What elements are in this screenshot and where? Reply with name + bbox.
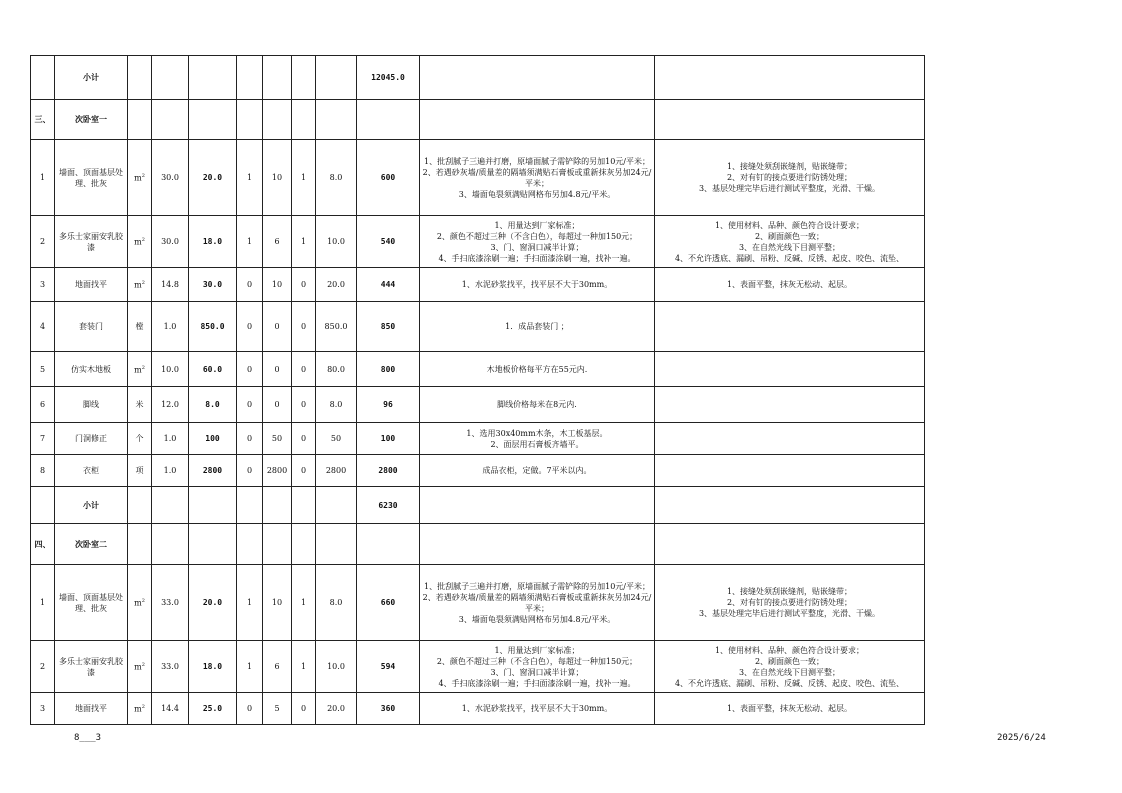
item-unit-price: 100 [189,423,237,455]
item-name: 套装门 [55,302,128,352]
item-cost-d: 50 [316,423,357,455]
section-number: 四、 [31,524,55,565]
item-quantity: 1.0 [152,455,189,487]
empty-cell [237,524,263,565]
item-total: 96 [357,387,420,423]
empty-cell [152,524,189,565]
item-cost-a: 0 [237,387,263,423]
empty-cell [189,100,237,140]
empty-cell [237,100,263,140]
item-cost-a: 0 [237,693,263,725]
item-name: 衣柜 [55,455,128,487]
item-total: 594 [357,641,420,693]
note-cell [420,100,655,140]
item-cost-a: 1 [237,641,263,693]
note-line: 2、颜色不超过三种（不含白色），每超过一种加150元； [436,231,638,241]
note-line: 3、基层处理完毕后进行测试平整度，光滑、干燥。 [698,184,881,193]
note-line: 1、水泥砂浆找平，找平层不大于30mm。 [461,704,613,713]
empty-cell [357,100,420,140]
empty-cell [263,487,292,524]
item-quantity: 14.8 [152,268,189,302]
item-cost-b: 6 [263,641,292,693]
empty-cell [292,487,316,524]
item-cost-c: 0 [292,387,316,423]
unit-text: m [134,598,142,608]
empty-cell [152,487,189,524]
print-date: 2025/6/24 [997,733,1046,743]
unit-superscript: 2 [141,280,145,287]
empty-cell [316,100,357,140]
item-unit [128,216,152,268]
item-cost-a: 1 [237,565,263,641]
unit-text: 米 [135,400,144,409]
item-total: 2800 [357,455,420,487]
item-total: 600 [357,140,420,216]
item-total: 100 [357,423,420,455]
quality-note [655,641,925,693]
quality-note [655,302,925,352]
item-cost-d: 10.0 [316,216,357,268]
note-line: 3、墙面龟裂须满贴网格布另加4.8元/平米。 [458,614,616,624]
unit-text: m [134,704,142,714]
table-row [31,641,925,693]
item-unit [128,387,152,423]
empty-cell [316,487,357,524]
quality-note [655,455,925,487]
item-name: 墙面、顶面基层处理、批灰 [55,140,128,216]
item-number: 6 [31,387,55,423]
note-line: 4、手扫底漆涂刷一遍；手扫面漆涂刷一遍，找补一遍。 [438,253,636,263]
empty-cell [292,524,316,565]
item-cost-b: 10 [263,268,292,302]
empty-cell [128,524,152,565]
item-cost-c: 1 [292,140,316,216]
item-cost-b: 0 [263,302,292,352]
empty-cell [189,524,237,565]
item-total: 850 [357,302,420,352]
section-title: 次卧室一 [55,100,128,140]
item-cost-a: 0 [237,352,263,387]
empty-cell [237,56,263,100]
note-line: 2、刷面颜色一致； [754,656,825,666]
item-unit-price: 20.0 [189,565,237,641]
table-row [31,565,925,641]
item-unit [128,268,152,302]
quality-note [655,565,925,641]
note-line: 1、批刮腻子三遍并打磨，原墙面腻子需铲除的另加10元/平米； [424,581,650,591]
item-cost-b: 0 [263,352,292,387]
note-line: 2、若遇砂灰墙/质量差的隔墙须满贴石膏板或重新抹灰另加24元/平米； [422,167,652,188]
item-quantity: 1.0 [152,423,189,455]
item-name: 多乐士家丽安乳胶漆 [55,216,128,268]
item-cost-b: 10 [263,140,292,216]
item-quantity: 12.0 [152,387,189,423]
item-cost-a: 0 [237,455,263,487]
item-cost-c: 0 [292,302,316,352]
subtotal-amount: 6230 [357,487,420,524]
item-cost-c: 1 [292,641,316,693]
unit-superscript: 2 [141,364,145,371]
item-cost-a: 0 [237,423,263,455]
item-cost-d: 8.0 [316,140,357,216]
item-cost-d: 8.0 [316,565,357,641]
table-row [31,455,925,487]
empty-cell [189,56,237,100]
empty-cell [128,56,152,100]
unit-text: m [134,237,142,247]
item-name: 地面找平 [55,268,128,302]
quality-note [655,216,925,268]
item-cost-c: 1 [292,565,316,641]
note-line: 2、颜色不超过三种（不含白色），每超过一种加150元； [436,656,638,666]
empty-cell [189,487,237,524]
item-unit-price: 18.0 [189,216,237,268]
table-row [31,268,925,302]
item-unit [128,140,152,216]
process-note [420,455,655,487]
table-row [31,140,925,216]
unit-superscript: 2 [141,237,145,244]
empty-cell [263,524,292,565]
note-line: 3、基层处理完毕后进行测试平整度，光滑、干燥。 [698,609,881,618]
note-cell [655,524,925,565]
row-no-cell [31,487,55,524]
quote-table [30,55,925,725]
quality-note [655,140,925,216]
process-note [420,268,655,302]
note-line: 1、批刮腻子三遍并打磨，原墙面腻子需铲除的另加10元/平米； [424,156,650,166]
empty-cell [152,56,189,100]
note-cell [420,56,655,100]
row-no-cell [31,56,55,100]
item-number: 3 [31,268,55,302]
item-unit-price: 2800 [189,455,237,487]
note-line: 1、使用材料、品种、颜色符合设计要求； [714,220,865,230]
note-line: 1、表面平整，抹灰无松动、起层。 [726,704,853,713]
item-unit [128,352,152,387]
item-cost-d: 850.0 [316,302,357,352]
empty-cell [316,56,357,100]
process-note [420,387,655,423]
quality-note [655,387,925,423]
empty-cell [128,487,152,524]
note-cell [655,487,925,524]
note-line: 3、在自然光线下目测平整； [738,242,841,252]
subtotal-label: 小计 [55,487,128,524]
quality-note [655,693,925,725]
table-row [31,352,925,387]
empty-cell [316,524,357,565]
item-name: 多乐士家丽安乳胶漆 [55,641,128,693]
item-cost-a: 1 [237,216,263,268]
section-number: 三、 [31,100,55,140]
unit-superscript: 2 [141,704,145,711]
empty-cell [263,100,292,140]
item-number: 1 [31,565,55,641]
item-number: 3 [31,693,55,725]
note-line: 成品衣柜，定做。7平米以内。 [482,466,592,475]
quality-note [655,268,925,302]
item-quantity: 10.0 [152,352,189,387]
item-unit-price: 25.0 [189,693,237,725]
note-line: 3、在自然光线下目测平整； [738,667,841,677]
note-line: 2、面层用石膏板齐墙平。 [490,439,584,449]
quality-note [655,352,925,387]
unit-text: m [134,365,142,375]
item-total: 360 [357,693,420,725]
note-line: 1、选用30x40mm木条，木工板基层。 [466,428,608,438]
process-note [420,140,655,216]
item-name: 仿实木地板 [55,352,128,387]
item-number: 2 [31,641,55,693]
quality-note [655,423,925,455]
note-line: 3、墙面龟裂须满贴网格布另加4.8元/平米。 [458,189,616,199]
note-line: 2、若遇砂灰墙/质量差的隔墙须满贴石膏板或重新抹灰另加24元/平米； [422,592,652,613]
unit-text: m [134,662,142,672]
note-line: 1、接缝处须刮嵌缝剂，贴嵌缝带； [726,587,853,596]
process-note [420,352,655,387]
item-cost-d: 10.0 [316,641,357,693]
note-line: 2、对有钉的接点要进行防锈处理； [726,173,853,182]
note-cell [655,56,925,100]
item-quantity: 33.0 [152,641,189,693]
item-unit [128,693,152,725]
empty-cell [292,56,316,100]
subtotal-label: 小计 [55,56,128,100]
empty-cell [357,524,420,565]
item-total: 444 [357,268,420,302]
item-cost-c: 0 [292,455,316,487]
item-cost-b: 50 [263,423,292,455]
item-name: 墙面、顶面基层处理、批灰 [55,565,128,641]
item-cost-b: 2800 [263,455,292,487]
item-cost-d: 80.0 [316,352,357,387]
item-cost-b: 10 [263,565,292,641]
item-cost-c: 0 [292,352,316,387]
process-note [420,302,655,352]
item-unit-price: 8.0 [189,387,237,423]
item-cost-c: 0 [292,693,316,725]
item-total: 540 [357,216,420,268]
note-line: 1、表面平整，抹灰无松动、起层。 [726,280,853,289]
page-number: 8___3 [74,733,102,743]
item-quantity: 30.0 [152,140,189,216]
note-line: 1、接缝处须刮嵌缝剂，贴嵌缝带； [726,162,853,171]
process-note [420,565,655,641]
quote-table-body [31,56,925,725]
item-quantity: 30.0 [152,216,189,268]
item-number: 1 [31,140,55,216]
item-quantity: 33.0 [152,565,189,641]
unit-text: 项 [135,466,144,475]
table-row [31,423,925,455]
item-unit-price: 60.0 [189,352,237,387]
item-total: 660 [357,565,420,641]
note-line: 1．成品套装门 ； [505,322,569,331]
item-unit [128,641,152,693]
item-number: 8 [31,455,55,487]
table-row [31,693,925,725]
table-row [31,387,925,423]
unit-text: m [134,173,142,183]
empty-cell [263,56,292,100]
item-cost-d: 20.0 [316,268,357,302]
item-unit-price: 18.0 [189,641,237,693]
table-row [31,302,925,352]
table-row [31,216,925,268]
item-cost-d: 20.0 [316,693,357,725]
item-cost-c: 1 [292,216,316,268]
empty-cell [128,100,152,140]
item-unit [128,565,152,641]
unit-superscript: 2 [141,598,145,605]
item-cost-b: 5 [263,693,292,725]
process-note [420,216,655,268]
section-row [31,100,925,140]
item-cost-b: 6 [263,216,292,268]
item-cost-a: 0 [237,302,263,352]
subtotal-amount: 12045.0 [357,56,420,100]
item-unit-price: 30.0 [189,268,237,302]
unit-text: 樘 [135,322,144,331]
note-line: 4、手扫底漆涂刷一遍；手扫面漆涂刷一遍，找补一遍。 [438,678,636,688]
item-number: 5 [31,352,55,387]
item-number: 4 [31,302,55,352]
item-quantity: 1.0 [152,302,189,352]
note-line: 2、刷面颜色一致； [754,231,825,241]
note-cell [420,487,655,524]
item-number: 2 [31,216,55,268]
item-cost-a: 1 [237,140,263,216]
empty-cell [237,487,263,524]
item-cost-c: 0 [292,268,316,302]
item-unit-price: 850.0 [189,302,237,352]
item-cost-a: 0 [237,268,263,302]
item-name: 脚线 [55,387,128,423]
item-number: 7 [31,423,55,455]
process-note [420,423,655,455]
note-line: 1、用量达到厂家标准； [494,220,580,230]
item-cost-b: 0 [263,387,292,423]
item-name: 地面找平 [55,693,128,725]
empty-cell [292,100,316,140]
note-line: 1、使用材料、品种、颜色符合设计要求； [714,645,865,655]
note-line: 1、用量达到厂家标准； [494,645,580,655]
unit-text: 个 [135,434,144,443]
item-total: 800 [357,352,420,387]
note-line: 4、不允许透底、漏刷、吊粉、反碱、反锈、起皮、咬色、流坠、 [674,678,905,688]
item-cost-d: 8.0 [316,387,357,423]
item-cost-d: 2800 [316,455,357,487]
note-line: 4、不允许透底、漏刷、吊粉、反碱、反锈、起皮、咬色、流坠、 [674,253,905,263]
item-quantity: 14.4 [152,693,189,725]
item-unit [128,423,152,455]
item-unit [128,455,152,487]
process-note [420,641,655,693]
subtotal-row [31,487,925,524]
note-cell [420,524,655,565]
item-unit-price: 20.0 [189,140,237,216]
note-line: 3、门、窗洞口减半计算； [490,242,584,252]
note-line: 3、门、窗洞口减半计算； [490,667,584,677]
item-name: 门洞修正 [55,423,128,455]
item-cost-c: 0 [292,423,316,455]
note-line: 木地板价格每平方在55元内. [486,364,588,374]
item-unit [128,302,152,352]
unit-superscript: 2 [141,173,145,180]
section-title: 次卧室二 [55,524,128,565]
note-line: 2、对有钉的接点要进行防锈处理； [726,598,853,607]
note-cell [655,100,925,140]
subtotal-row [31,56,925,100]
unit-superscript: 2 [141,662,145,669]
process-note [420,693,655,725]
unit-text: m [134,280,142,290]
note-line: 脚线价格每米在8元内. [497,400,577,409]
empty-cell [152,100,189,140]
note-line: 1、水泥砂浆找平，找平层不大于30mm。 [461,280,613,289]
section-row [31,524,925,565]
